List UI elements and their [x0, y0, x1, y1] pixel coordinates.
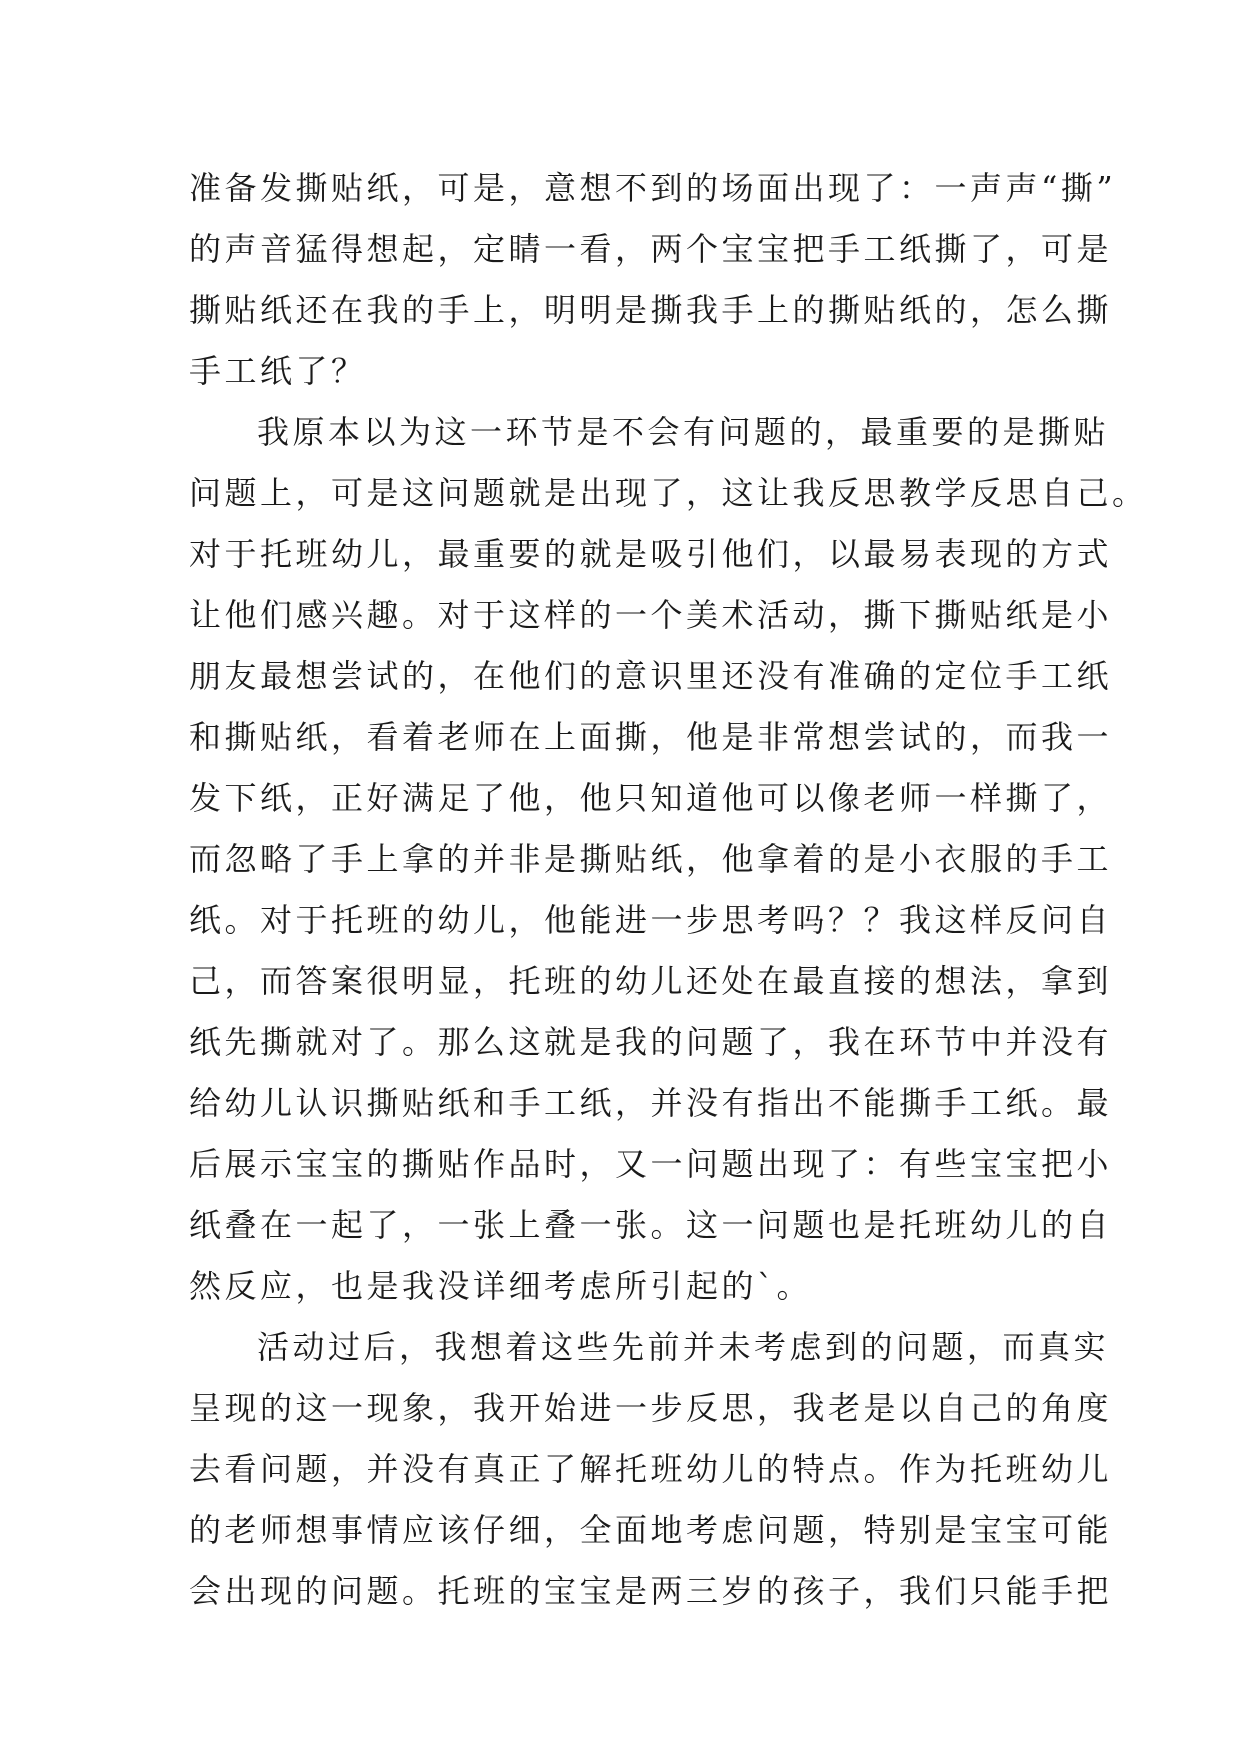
text-line: 朋友最想尝试的，在他们的意识里还没有准确的定位手工纸 [189, 657, 1113, 695]
text-line: 己，而答案很明显，托班的幼儿还处在最直接的想法，拿到 [189, 962, 1113, 1000]
text-line: 我原本以为这一环节是不会有问题的，最重要的是撕贴 [257, 413, 1110, 451]
text-line: 发下纸，正好满足了他，他只知道他可以像老师一样撕了， [189, 779, 1113, 817]
text-line: 给幼儿认识撕贴纸和手工纸，并没有指出不能撕手工纸。最 [189, 1084, 1113, 1122]
text-line: 的老师想事情应该仔细，全面地考虑问题，特别是宝宝可能 [189, 1511, 1113, 1549]
text-line: 纸先撕就对了。那么这就是我的问题了，我在环节中并没有 [189, 1023, 1113, 1061]
text-line: 纸叠在一起了，一张上叠一张。这一问题也是托班幼儿的自 [189, 1206, 1113, 1244]
text-line: 问题上，可是这问题就是出现了，这让我反思教学反思自己。 [189, 474, 1148, 512]
text-line: 对于托班幼儿，最重要的就是吸引他们，以最易表现的方式 [189, 535, 1113, 573]
text-line: 去看问题，并没有真正了解托班幼儿的特点。作为托班幼儿 [189, 1450, 1113, 1488]
text-line: 然反应，也是我没详细考虑所引起的`。 [189, 1267, 813, 1305]
text-line: 后展示宝宝的撕贴作品时，又一问题出现了：有些宝宝把小 [189, 1145, 1113, 1183]
text-line: 的声音猛得想起，定睛一看，两个宝宝把手工纸撕了，可是 [189, 230, 1113, 268]
text-line: 手工纸了？ [189, 352, 367, 390]
text-line: 撕贴纸还在我的手上，明明是撕我手上的撕贴纸的，怎么撕 [189, 291, 1113, 329]
text-line: 活动过后，我想着这些先前并未考虑到的问题，而真实 [257, 1328, 1110, 1366]
text-line: 纸。对于托班的幼儿，他能进一步思考吗？？我这样反问自 [189, 901, 1113, 939]
document-body [189, 158, 1148, 1622]
text-line: 和撕贴纸，看着老师在上面撕，他是非常想尝试的，而我一 [189, 718, 1113, 756]
text-line: 而忽略了手上拿的并非是撕贴纸，他拿着的是小衣服的手工 [189, 840, 1113, 878]
text-line: 呈现的这一现象，我开始进一步反思，我老是以自己的角度 [189, 1389, 1113, 1427]
text-line: 让他们感兴趣。对于这样的一个美术活动，撕下撕贴纸是小 [189, 596, 1113, 634]
text-line: 准备发撕贴纸，可是，意想不到的场面出现了：一声声“撕” [189, 169, 1117, 207]
text-line: 会出现的问题。托班的宝宝是两三岁的孩子，我们只能手把 [189, 1572, 1113, 1610]
